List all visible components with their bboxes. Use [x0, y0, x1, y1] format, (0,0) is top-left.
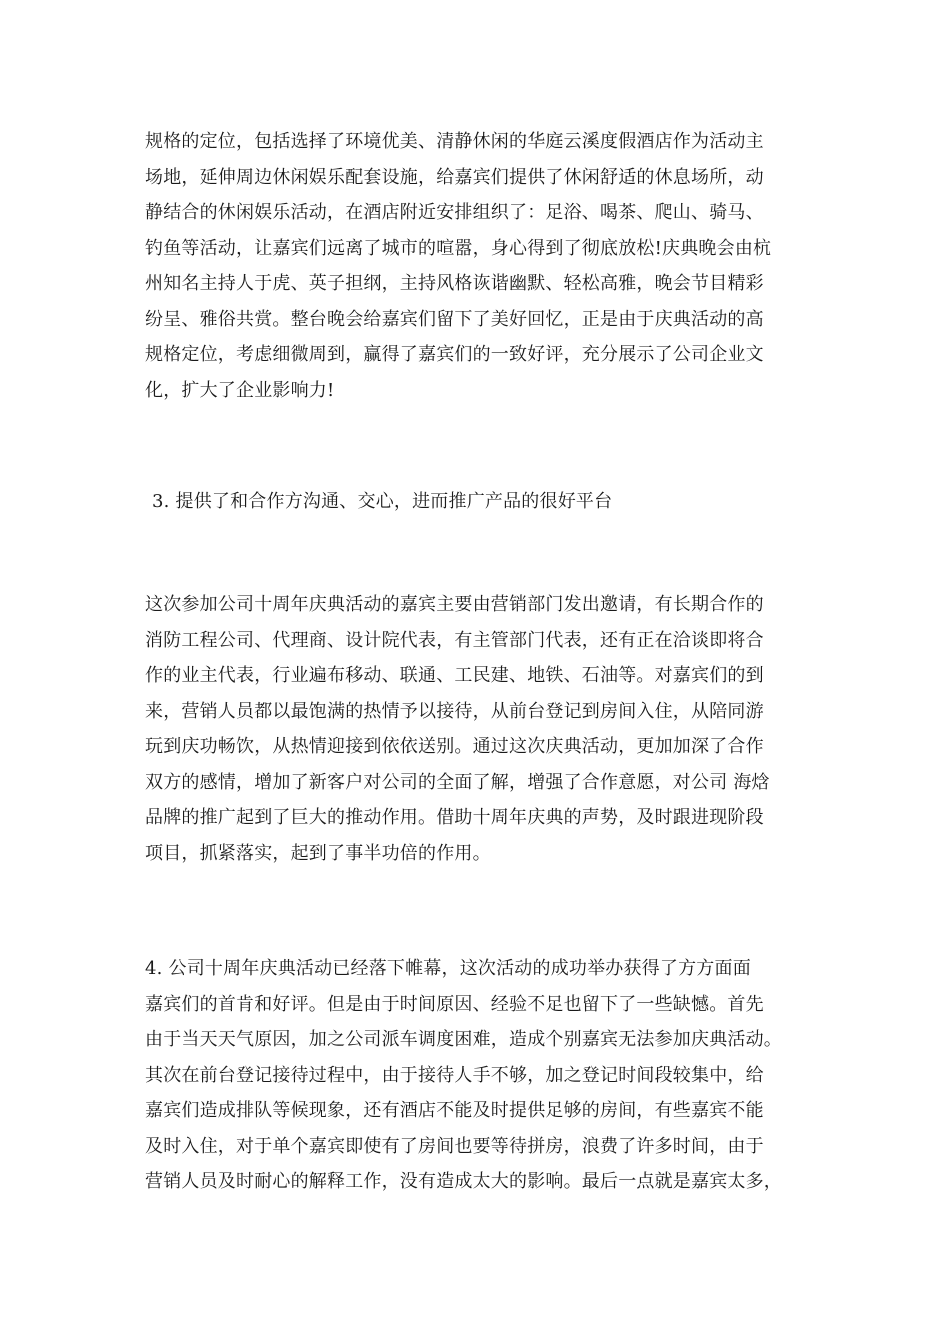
text-line: 双方的感情，增加了新客户对公司的全面了解，增强了合作意愿，对公司 海焓: [145, 771, 770, 793]
paragraph-event-positioning: [145, 124, 810, 408]
text-line: 来，营销人员都以最饱满的热情予以接待，从前台登记到房间入住，从陪同游: [145, 700, 764, 722]
text-line: 营销人员及时耐心的解释工作，没有造成太大的影响。最后一点就是嘉宾太多，: [145, 1171, 782, 1192]
text-line: 项目，抓紧落实，起到了事半功倍的作用。: [145, 842, 491, 864]
text-line: 纷呈、雅俗共赏。整台晚会给嘉宾们留下了美好回忆，正是由于庆典活动的高: [145, 308, 764, 330]
heading-text: 3. 提供了和合作方沟通、交心，进而推广产品的很好平台: [152, 491, 613, 512]
text-line: 及时入住，对于单个嘉宾即使有了房间也要等待拼房，浪费了许多时间，由于: [145, 1135, 764, 1157]
text-line: 嘉宾们造成排队等候现象，还有酒店不能及时提供足够的房间，有些嘉宾不能: [145, 1100, 764, 1121]
text-line: 品牌的推广起到了巨大的推动作用。借助十周年庆典的声势，及时跟进现阶段: [145, 807, 764, 828]
text-line: 消防工程公司、代理商、设计院代表，有主管部门代表，还有正在洽谈即将合: [145, 629, 764, 651]
text-line: 这次参加公司十周年庆典活动的嘉宾主要由营销部门发出邀请，有长期合作的: [145, 594, 764, 615]
text-line: 化，扩大了企业影响力!: [145, 379, 335, 401]
text-line: 其次在前台登记接待过程中，由于接待人手不够，加之登记时间段较集中，给: [145, 1064, 764, 1086]
text-line: 嘉宾们的首肯和好评。但是由于时间原因、经验不足也留下了一些缺憾。首先: [145, 993, 764, 1015]
text-line: 场地，延伸周边休闲娱乐配套设施，给嘉宾们提供了休闲舒适的休息场所，动: [145, 166, 764, 188]
paragraph-shortcomings: [145, 951, 810, 1200]
text-line: 州知名主持人于虎、英子担纲，主持风格诙谐幽默、轻松高雅，晚会节目精彩: [145, 273, 764, 294]
text-line: 作的业主代表，行业遍布移动、联通、工民建、地铁、石油等。对嘉宾们的到: [145, 665, 764, 686]
text-line: 静结合的休闲娱乐活动，在酒店附近安排组织了：足浴、喝茶、爬山、骑马、: [145, 202, 764, 223]
text-line: 规格的定位，包括选择了环境优美、清静休闲的华庭云溪度假酒店作为活动主: [145, 131, 764, 152]
text-line: 4. 公司十周年庆典活动已经落下帷幕，这次活动的成功举办获得了方方面面: [145, 958, 751, 979]
text-line: 由于当天天气原因，加之公司派车调度困难，造成个别嘉宾无法参加庆典活动。: [145, 1029, 782, 1050]
text-line: 钓鱼等活动，让嘉宾们远离了城市的喧嚣，身心得到了彻底放松!庆典晚会由杭: [145, 237, 772, 259]
text-line: 规格定位，考虑细微周到，赢得了嘉宾们的一致好评，充分展示了公司企业文: [145, 344, 764, 365]
text-line: 玩到庆功畅饮，从热情迎接到依依送别。通过这次庆典活动，更加加深了合作: [145, 736, 764, 757]
paragraph-guest-communication: [145, 587, 810, 871]
section-heading-3: [152, 484, 817, 520]
